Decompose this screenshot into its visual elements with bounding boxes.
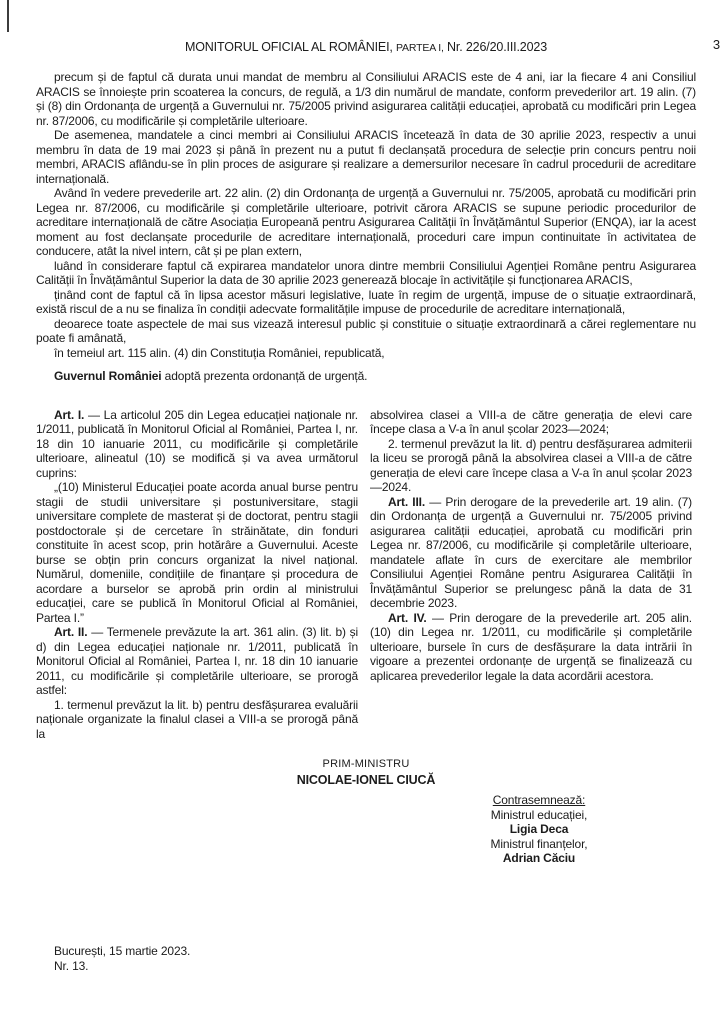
- preamble-paragraph: [36, 70, 696, 128]
- paragraph-text: deoarece toate aspectele de mai sus vizează interesul public și constituie o situație extraordinară a cărei reglementare nu poate fi amânată,: [36, 316, 696, 345]
- prime-minister-name: NICOLAE-IONEL CIUCĂ: [296, 772, 436, 787]
- article-paragraph: [36, 480, 358, 625]
- countersign-role: Ministrul finanțelor,: [490, 836, 588, 851]
- gazette-title: MONITORUL OFICIAL AL ROMÂNIEI,: [184, 40, 393, 54]
- paragraph-text: Având în vedere prevederile art. 22 alin. (2) din Ordonanța de urgență a Guvernului nr. 75/2005, aprobată cu modificări prin Legea nr. 87/2006, cu modificările și completările ulterioare, potrivit cărora ARACIS se supune periodic procedurilor de acreditare internațională de către Asociația Europeană pentru Asigurarea Calității în Învățământul Superior (ENQA), iar la acest moment au fost declanșate procedurile de acreditare internațională, proceduri care impun continuitate în activitatea de conducere, atât la nivel intern, cât și pe plan extern,: [36, 186, 696, 258]
- document-footer: [54, 944, 190, 973]
- paragraph-text: în temeiul art. 115 alin. (4) din Constituția României, republicată,: [54, 345, 385, 360]
- paragraph-text: ținând cont de faptul că în lipsa acestor măsuri legislative, luate în regim de urgență, impuse de o situație extraordinară, există riscul de a nu se finaliza în condiții adecvate formalitățile impuse de procedurile de acreditare internațională,: [36, 287, 696, 316]
- preamble-section: [36, 70, 696, 384]
- paragraph-text: luând în considerare faptul că expirarea mandatelor unora dintre membrii Consiliului Agenției Române pentru Asigurarea Calității în Învățământul Superior la data de 30 aprilie 2023 generează blocaje în activitățile și funcționarea ARACIS,: [36, 258, 696, 287]
- article-text: 2. termenul prevăzut la lit. d) pentru desfășurarea admiterii la liceu se prorogă până la absolvirea clasei a VIII-a de către generația de elevi care începe clasa a V-a în anul școlar 2023—2024.: [370, 436, 692, 494]
- countersign-title: Contrasemnează:: [492, 793, 586, 807]
- paragraph-lead: Guvernul României: [54, 369, 162, 383]
- article-number: Art. I.: [54, 407, 85, 422]
- article-paragraph: [370, 437, 692, 495]
- article-number: Art. III.: [388, 494, 426, 509]
- preamble-paragraph: [36, 259, 696, 288]
- article-paragraph: [370, 495, 692, 611]
- countersign-name: Adrian Căciu: [502, 851, 576, 865]
- article-text: „(10) Ministerul Educației poate acorda anual burse pentru stagii de studii universitare și postuniversitare, stagii universitare complete de masterat și de doctorat, pentru stagii postdoctorale și de cercetare în străinătate, din fonduri constituite în acest scop, prin hotărâre a Guvernului. Aceste burse se obțin prin concurs organizat la nivel național. Numărul, domeniile, condițiile de finanțare și procedura de acordare a burselor se aprobă prin ordin al ministrului educației, care se publică în Monitorul Oficial al României, Partea I.”: [36, 480, 358, 625]
- preamble-paragraph: [36, 186, 696, 259]
- footer-place-date: București, 15 martie 2023.: [54, 944, 191, 958]
- preamble-paragraph: [36, 317, 696, 346]
- article-number: Art. II.: [54, 625, 88, 639]
- gazette-part: PARTEA I,: [395, 42, 444, 54]
- article-text: — Prin derogare de la prevederile art. 19 alin. (7) din Ordonanța de urgență a Guvernului nr. 75/2005 privind asigurarea calității educației, aprobată cu modificări prin Legea nr. 87/2006, cu modificările și completările ulterioare, mandatele aflate în curs de exercitare ale membrilor Consiliului Agenției Române pentru Asigurarea Calității în Învățământul Superior se prelungesc până la data de 31 decembrie 2023.: [370, 494, 692, 610]
- preamble-paragraph: [36, 346, 696, 361]
- paragraph-text: precum și de faptul că durata unui mandat de membru al Consiliului ARACIS este de 4 ani, iar la fiecare 4 ani Consiliul ARACIS se înnoiește prin scoaterea la concurs, de regulă, a 1/3 din numărul de mandate, conform prevederilor art. 19 alin. (7) și (8) din Ordonanța de urgență a Guvernului nr. 75/2005 privind asigurarea calității educației, aprobată cu modificări prin Legea nr. 87/2006, cu modificările și completările ulterioare.: [36, 70, 696, 128]
- prime-minister-title: PRIM-MINISTRU: [322, 758, 410, 770]
- preamble-paragraph: [36, 128, 696, 186]
- article-text: 1. termenul prevăzut la lit. b) pentru desfășurarea evaluării naționale organizate la finalul clasei a VIII-a se prorogă până la: [36, 697, 358, 741]
- countersign-name: Ligia Deca: [509, 822, 569, 836]
- article-text: absolvirea clasei a VIII-a de către generația de elevi care începe clasa a V-a în anul școlar 2023—2024;: [370, 407, 692, 436]
- article-paragraph-continuation: [370, 408, 692, 437]
- article-number: Art. IV.: [388, 610, 427, 625]
- article-paragraph: [370, 611, 692, 684]
- article-text: — Prin derogare de la prevederile art. 205 alin. (10) din Legea nr. 1/2011, cu modificările și completările ulterioare, bursele în curs de desfășurare la data intrării în vigoare a prezentei ordonanțe de urgență se finalizează cu aplicarea prevederilor legale la data acordării acestora.: [370, 610, 692, 683]
- left-column: [36, 408, 358, 742]
- article-text: — Termenele prevăzute la art. 361 alin. (3) lit. b) și d) din Legea educației naționale nr. 1/2011, publicată în Monitorul Oficial al României, Partea I, nr. 18 din 10 ianuarie 2011, cu modificările și completările ulterioare, se prorogă astfel:: [36, 625, 358, 697]
- article-paragraph: [36, 625, 358, 698]
- countersign-block: [434, 793, 644, 866]
- paragraph-text: adoptă prezenta ordonanță de urgență.: [161, 369, 368, 383]
- right-column: [370, 408, 692, 742]
- footer-document-number: Nr. 13.: [54, 958, 89, 973]
- page-number: 3: [712, 37, 720, 52]
- signature-block: [36, 757, 696, 866]
- enactment-clause: [36, 369, 696, 384]
- page-header: [36, 0, 696, 58]
- paragraph-text: De asemenea, mandatele a cinci membri ai Consiliului ARACIS încetează în data de 30 aprilie 2023, respectiv a unui membru în data de 19 mai 2023 și până în prezent nu a putut fi declanșată procedura de selecție prin concurs pentru noii membri, ARACIS aflându-se în plin proces de asigurare și realizare a demersurilor necesare în cadrul procedurii de acreditare internațională.: [36, 128, 696, 186]
- countersign-role: Ministrul educației,: [490, 807, 588, 822]
- article-paragraph: [36, 408, 358, 481]
- articles-two-column-section: [36, 408, 696, 742]
- article-paragraph: [36, 698, 358, 742]
- gazette-issue: Nr. 226/20.III.2023: [447, 40, 548, 54]
- preamble-paragraph: [36, 288, 696, 317]
- print-crop-mark: [7, 0, 9, 32]
- article-text: — La articolul 205 din Legea educației naționale nr. 1/2011, publicată în Monitorul Oficial al României, Partea I, nr. 18 din 10 ianuarie 2011, cu modificările și completările ulterioare, alineatul (10) se modifică și va avea următorul cuprins:: [36, 407, 358, 480]
